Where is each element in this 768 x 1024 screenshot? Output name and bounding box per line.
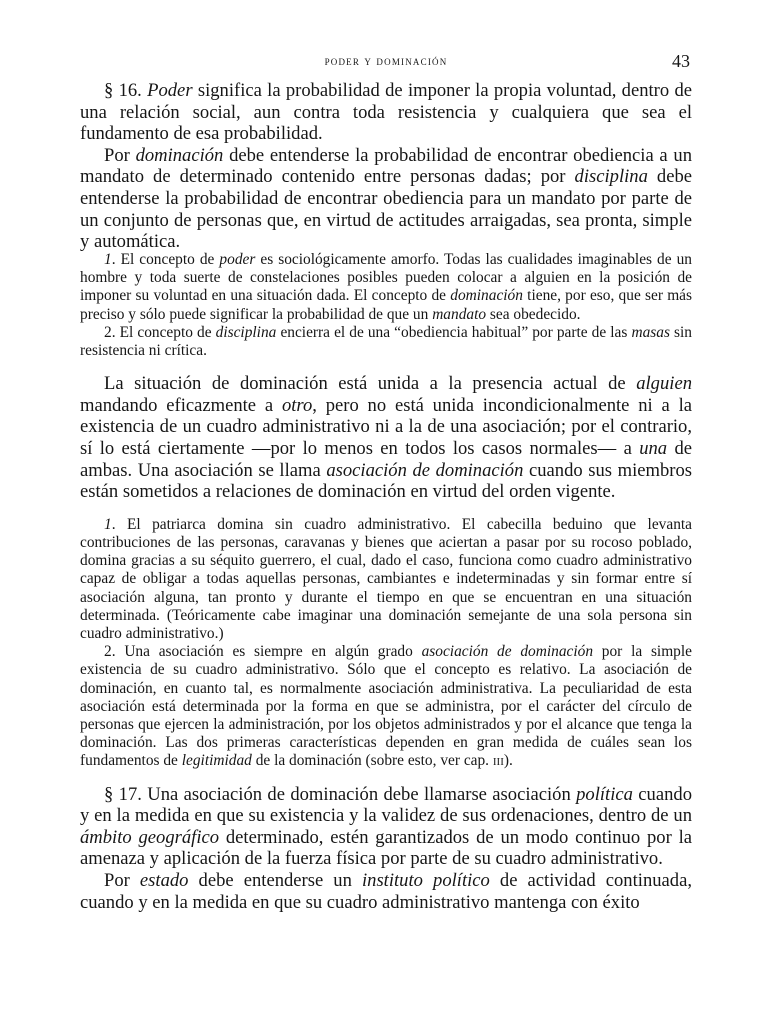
italic-term: instituto político (361, 870, 490, 891)
page-body (80, 80, 692, 913)
italic-term: 1 (104, 251, 112, 268)
text-run: de ambas. Una asociación se llama (80, 438, 692, 481)
italic-term: dominación (135, 144, 224, 166)
note-concepto-poder (80, 251, 692, 324)
italic-term: estado (139, 870, 189, 891)
text-run: de la dominación (sobre esto, ver cap. (251, 752, 493, 770)
section-16 (80, 80, 692, 253)
italic-term: 1 (104, 515, 112, 533)
text-run: debe entenderse la probabilidad de encontrar obediencia a un mandato de determinado contenido entre personas dadas; por (80, 144, 692, 188)
section-situacion-dominacion (80, 373, 692, 503)
italic-term: una (639, 438, 668, 459)
italic-term: política (576, 783, 633, 805)
italic-term: disciplina (215, 323, 277, 341)
paragraph-asociacion-politica (80, 784, 692, 870)
chapter-reference: iii (492, 752, 504, 770)
text-run: . El patriarca domina sin cuadro administrativo. El cabecilla beduino que levanta contribuciones de las personas, caravanas y bienes que aciertan a pasar por su rocoso poblado, domina gracias a su séquito guerrero, el cual, dado el caso, funciona como cuadro administrativo capaz de obligar a todas aquellas personas, cambiantes e indeterminadas y sin formar entre sí asociación alguna, tan pronto y durante el tiempo en que se encuentran en una situación determinada. (Teóricamente cabe imaginar una dominación semejante de una sola persona sin cuadro administrativo.) (80, 515, 692, 642)
text-run: encierra el de una “obediencia habitual” por parte de las (276, 323, 632, 341)
italic-term: mandato (432, 305, 487, 323)
text-run: § 16. (104, 80, 148, 101)
notes-asociacion-dominacion (80, 516, 692, 771)
text-run: La situación de dominación está unida a la presencia actual de (104, 373, 637, 395)
page-number: 43 (672, 51, 690, 71)
text-run: Por (104, 144, 136, 166)
text-run: 2. Una asociación es siempre en algún grado (104, 643, 422, 661)
text-run: sea obedecido. (486, 305, 581, 323)
italic-term: ámbito geográfico (80, 826, 220, 848)
text-run: significa la probabilidad de imponer la propia voluntad, dentro de una relación social, aun contra toda resistencia y cualquiera que sea el fundamento de esa probabilidad. (80, 80, 692, 145)
text-run: 2. El concepto de (104, 323, 216, 341)
text-run: debe entenderse un (188, 870, 362, 891)
note-asociacion-relativa (80, 643, 692, 770)
text-run: , pero no está unida incondicionalmente ni a la existencia de un cuadro administrativo ni a la de una asociación; por el contrario, sí lo está ciertamente —por lo menos en todos los casos normales— a (80, 394, 692, 459)
italic-term: dominación (450, 287, 523, 305)
italic-term: asociación de dominación (421, 643, 594, 661)
italic-term: disciplina (574, 166, 648, 188)
text-run: por la simple existencia de su cuadro administrativo. Sólo que el concepto es relativo. La asociación de dominación, en cuanto tal, es normalmente asociación administrativa. La peculiaridad de esta asociación está determinada por la forma en que se administra, por el carácter del círculo de personas que ejercen la administración, por los objetos administrados y por el alcance que tenga la dominación. Las dos primeras características dependen en gran medida de cuáles sean los fundamentos de (80, 643, 692, 770)
text-run: de actividad continuada, cuando y en la medida en que su cuadro administrativo mantenga con éxito (80, 870, 692, 913)
italic-term: asociación de dominación (326, 459, 524, 481)
italic-term: Poder (147, 80, 193, 101)
italic-term: masas (631, 323, 670, 341)
text-run: cuando sus miembros están sometidos a relaciones de dominación en virtud del orden vigente. (80, 459, 692, 503)
text-run: § 17. Una asociación de dominación debe llamarse asociación (104, 783, 577, 805)
note-concepto-disciplina (80, 324, 692, 360)
italic-term: legitimidad (181, 752, 252, 770)
running-head: poder y dominación (324, 54, 448, 68)
text-run: tiene, por eso, que ser más preciso y sólo puede significar la probabilidad de que un (80, 287, 693, 323)
page-header (80, 52, 692, 74)
notes-section-16 (80, 251, 692, 360)
text-run: ). (503, 752, 513, 770)
paragraph-estado-definition (80, 870, 692, 913)
text-run: . El concepto de (111, 251, 220, 268)
text-run: sin resistencia ni crítica. (80, 323, 692, 360)
text-run: mandando eficazmente a (80, 394, 282, 416)
note-patriarca (80, 516, 692, 643)
section-17 (80, 784, 692, 914)
text-run: cuando y en la medida en que su existencia y la validez de sus ordenaciones, dentro de un (80, 783, 692, 827)
italic-term: alguien (636, 373, 692, 395)
text-run: determinado, estén garantizados de un modo continuo por la amenaza y aplicación de la fuerza física por parte de su cuadro administrativo. (80, 826, 692, 870)
italic-term: otro (281, 394, 313, 416)
paragraph-poder-definition (80, 80, 692, 145)
paragraph-dominacion-definition (80, 145, 692, 253)
text-run: es sociológicamente amorfo. Todas las cualidades imaginables de un hombre y toda suerte de constelaciones posibles pueden colocar a alguien en la posición de imponer su voluntad en una situación dada. El concepto de (80, 251, 692, 305)
paragraph-situacion-dominacion (80, 373, 692, 503)
italic-term: poder (219, 251, 256, 268)
text-run: debe entenderse la probabilidad de encontrar obediencia para un mandato por parte de un conjunto de personas que, en virtud de actitudes arraigadas, sea pronta, simple y automática. (80, 166, 692, 253)
text-run: Por (104, 870, 140, 891)
